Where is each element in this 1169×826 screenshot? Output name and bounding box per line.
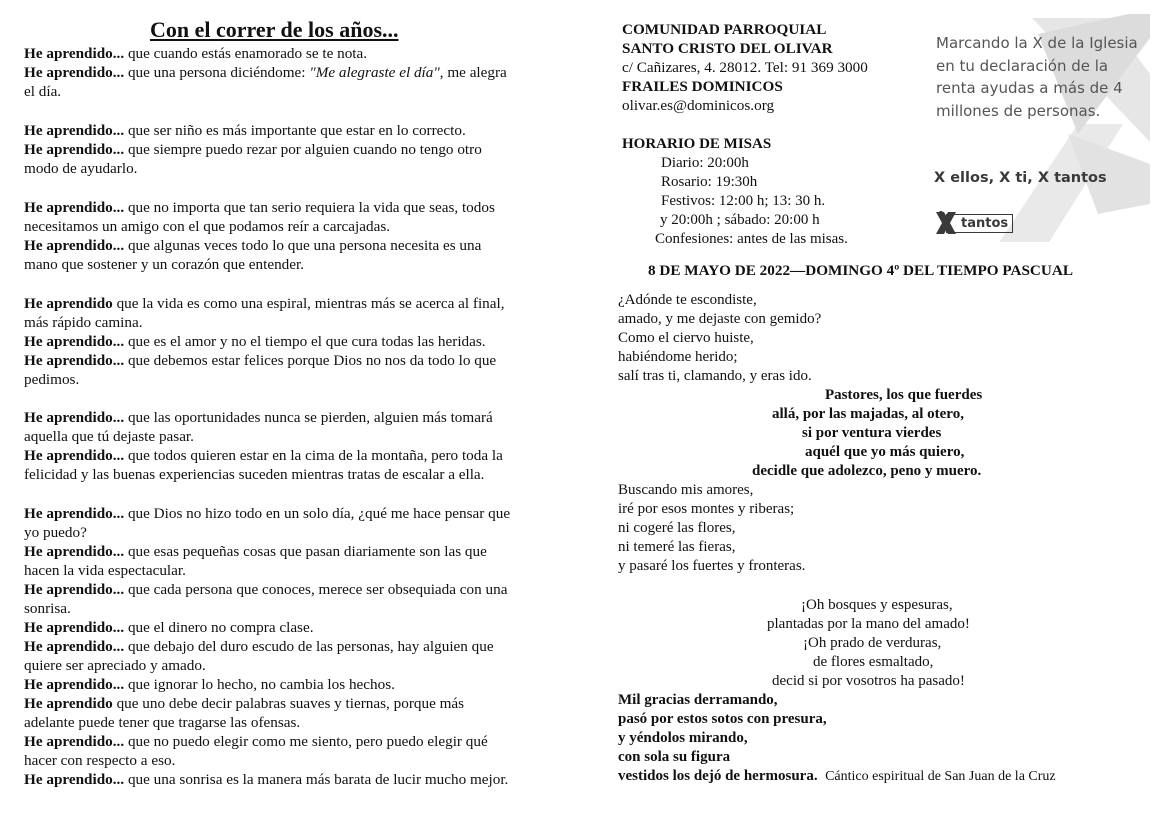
- banner-slogan: X ellos, X ti, X tantos: [934, 170, 1107, 186]
- schedule-line: y 20:00h ; sábado: 20:00 h: [660, 212, 820, 228]
- text-line: hacer con respecto a eso.: [24, 752, 176, 769]
- schedule-line: Rosario: 19:30h: [661, 174, 758, 190]
- poem-line: y yéndolos mirando,: [618, 730, 748, 746]
- poem-line: ni cogeré las flores,: [618, 520, 736, 536]
- text-line: quiere ser apreciado y amado.: [24, 657, 206, 674]
- poem-line: amado, y me dejaste con gemido?: [618, 311, 822, 327]
- parish-email: olivar.es@dominicos.org: [622, 97, 775, 114]
- poem-line: ¿Adónde te escondiste,: [618, 292, 757, 308]
- poem-line: pasó por estos sotos con presura,: [618, 711, 827, 727]
- x-mark-icon: [934, 210, 958, 236]
- x-tantos-logo: [934, 210, 1013, 236]
- text-line: He aprendido que uno debe decir palabras suaves y tiernas, porque más: [24, 695, 465, 712]
- poem-line: Mil gracias derramando,: [618, 692, 778, 708]
- text-line: He aprendido... que siempre puedo rezar por alguien cuando no tengo otro: [24, 141, 482, 158]
- text-line: He aprendido... que las oportunidades nunca se pierden, alguien más tomará: [24, 409, 493, 426]
- poem-line: plantadas por la mano del amado!: [767, 616, 970, 632]
- text-line: He aprendido... que ser niño es más importante que estar en lo correcto.: [24, 122, 466, 139]
- poem-line: decid si por vosotros ha pasado!: [772, 673, 965, 689]
- text-line: aquella que tú dejaste pasar.: [24, 428, 194, 445]
- parish-address: c/ Cañizares, 4. 28012. Tel: 91 369 3000: [622, 59, 868, 76]
- schedule-line: Diario: 20:00h: [661, 155, 749, 171]
- text-line: yo puedo?: [24, 524, 87, 541]
- text-line: He aprendido... que cuando estás enamorado se te nota.: [24, 45, 368, 62]
- page-title: Con el correr de los años...: [150, 17, 399, 42]
- poem-line: aquél que yo más quiero,: [805, 444, 965, 460]
- text-line: pedimos.: [24, 371, 80, 388]
- text-line: He aprendido... que el dinero no compra clase.: [24, 619, 314, 636]
- poem-line: Buscando mis amores,: [618, 482, 754, 498]
- text-line: He aprendido que la vida es como una espiral, mientras más se acerca al final,: [24, 295, 505, 312]
- poem-line: ¡Oh prado de verduras,: [803, 635, 942, 651]
- text-line: He aprendido... que ignorar lo hecho, no cambia los hechos.: [24, 676, 395, 693]
- logo-text: tantos: [946, 214, 1013, 233]
- text-line: el día.: [24, 83, 62, 100]
- text-line: felicidad y las buenas experiencias suceden mientras tratas de escalar a ella.: [24, 466, 485, 483]
- text-line: mano que sostener y un corazón que entender.: [24, 256, 305, 273]
- schedule-line: Festivos: 12:00 h; 13: 30 h.: [661, 193, 826, 209]
- text-line: He aprendido... que cada persona que conoces, merece ser obsequiada con una: [24, 581, 508, 598]
- text-line: He aprendido... que todos quieren estar en la cima de la montaña, pero toda la: [24, 447, 503, 464]
- text-line: He aprendido... que esas pequeñas cosas que pasan diariamente son las que: [24, 543, 487, 560]
- poem-line: Pastores, los que fuerdes: [825, 387, 983, 403]
- text-line: He aprendido... que una persona diciéndome: "Me alegraste el día", me alegra: [24, 64, 507, 81]
- banner-message: Marcando la X de la Iglesia en tu declaración de la renta ayudas a más de 4 millones de personas.: [936, 34, 1138, 120]
- text-line: necesitamos un amigo con el que podamos reír a carcajadas.: [24, 218, 391, 235]
- parish-frailes: FRAILES DOMINICOS: [622, 78, 783, 95]
- text-line: hacen la vida espectacular.: [24, 562, 186, 579]
- text-line: He aprendido... que debemos estar felices porque Dios no nos da todo lo que: [24, 352, 497, 369]
- text-line: He aprendido... que Dios no hizo todo en un solo día, ¿qué me hace pensar que: [24, 505, 511, 522]
- text-line: He aprendido... que no puedo elegir como me siento, pero puedo elegir qué: [24, 733, 488, 750]
- poem-line: ¡Oh bosques y espesuras,: [801, 597, 953, 613]
- text-line: más rápido camina.: [24, 314, 143, 331]
- parish-name: COMUNIDAD PARROQUIAL: [622, 21, 827, 38]
- text-line: He aprendido... que debajo del duro escudo de las personas, hay alguien que: [24, 638, 494, 655]
- poem-line: iré por esos montes y riberas;: [618, 501, 795, 517]
- poem-line: si por ventura vierdes: [802, 425, 942, 441]
- text-line: sonrisa.: [24, 600, 71, 617]
- schedule-line: Confesiones: antes de las misas.: [655, 231, 848, 247]
- poem-line: allá, por las majadas, al otero,: [772, 406, 964, 422]
- poem-attribution: Cántico espiritual de San Juan de la Cruz: [825, 769, 1056, 784]
- poem-line: Como el ciervo huiste,: [618, 330, 754, 346]
- poem-line: vestidos los dejó de hermosura.: [618, 768, 818, 784]
- poem-line: con sola su figura: [618, 749, 731, 765]
- text-line: adelante puede tener que tragarse las ofensas.: [24, 714, 301, 731]
- text-line: He aprendido... que no importa que tan serio requiera la vida que seas, todos: [24, 199, 495, 216]
- poem-line: habiéndome herido;: [618, 349, 738, 365]
- text-line: He aprendido... que algunas veces todo lo que una persona necesita es una: [24, 237, 482, 254]
- parish-church: SANTO CRISTO DEL OLIVAR: [622, 40, 833, 57]
- poem-line: de flores esmaltado,: [813, 654, 934, 670]
- poem-line: decidle que adolezco, peno y muero.: [752, 463, 982, 479]
- date-heading: 8 DE MAYO DE 2022—DOMINGO 4º DEL TIEMPO PASCUAL: [648, 262, 1073, 279]
- text-line: He aprendido... que una sonrisa es la manera más barata de lucir mucho mejor.: [24, 771, 509, 788]
- schedule-title: HORARIO DE MISAS: [622, 136, 772, 152]
- poem-last-line: [618, 767, 1056, 786]
- poem-line: y pasaré los fuertes y fronteras.: [618, 558, 806, 574]
- x-tantos-banner: [928, 14, 1150, 242]
- text-line: He aprendido... que es el amor y no el tiempo el que cura todas las heridas.: [24, 333, 486, 350]
- poem-line: ni temeré las fieras,: [618, 539, 736, 555]
- poem-line: salí tras ti, clamando, y eras ido.: [618, 368, 812, 384]
- text-line: modo de ayudarlo.: [24, 160, 138, 177]
